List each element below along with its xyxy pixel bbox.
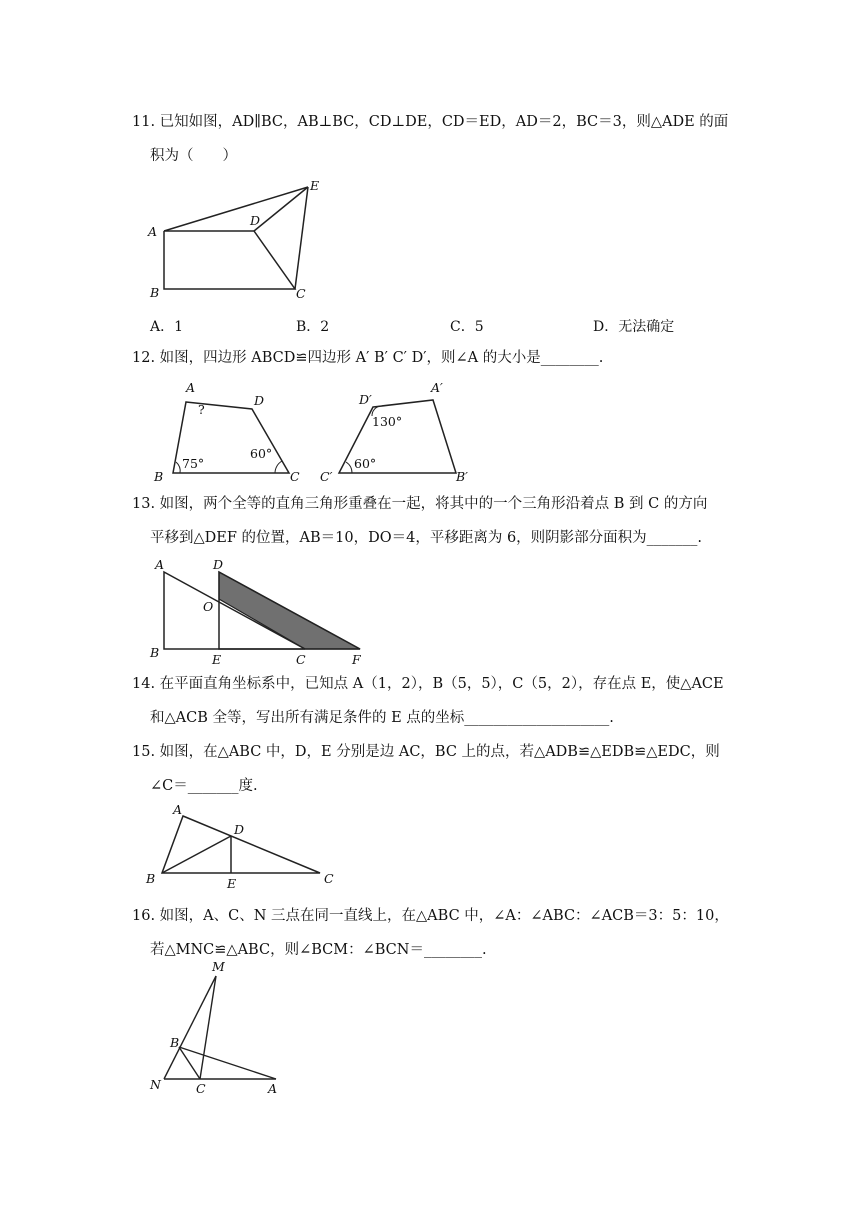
q15-label-c: C [324,871,334,886]
q11-line2: 积为（ ） [150,148,237,164]
q11-label-a: A [148,224,158,239]
q12-label-a: A [186,380,196,395]
q13-label-d: D [213,557,224,572]
q11-option-b: B．2 [296,319,330,335]
q11-segment-de [254,187,308,231]
q16-segment-bc [179,1047,200,1079]
q12-label-a-prime: A′ [431,380,443,395]
q15-segment-bd [162,836,231,873]
q15-label-a: A [173,802,183,817]
q12-label-question: ? [198,402,205,417]
q16-figure [140,958,300,1098]
q15-figure [140,800,350,896]
q12-label-b: B [154,469,164,484]
q12-label-c: C [290,469,300,484]
q11-line1 [132,112,728,132]
q12-label-d: D [254,393,265,408]
q13-label-e: E [212,652,222,667]
q13-figure [140,556,380,668]
q11-option-c: C．5 [450,319,484,335]
q14-line1 [132,674,724,694]
q12-figure [140,374,500,486]
q11-segment-ae [164,187,308,231]
q13-number: 13. [132,496,156,512]
q15-label-e: E [227,876,237,891]
q14-line2: 和△ACB 全等，写出所有满足条件的 E 点的坐标____________________. [150,710,614,726]
q16-segment-ba [179,1047,276,1079]
q11-trapezoid [164,231,295,289]
q13-label-a: A [155,557,165,572]
q13-label-f: F [352,652,361,667]
q12-label-c-prime: C′ [320,469,333,484]
q16-line1 [132,906,729,926]
q15-text1: 如图，在△ABC 中，D，E 分别是边 AC，BC 上的点，若△ADB≌△EDB≌△EDC，则 [159,744,720,760]
q12-label-d-prime: D′ [359,392,372,407]
q13-label-o: O [203,599,214,614]
q11-option-a: A．1 [150,319,184,335]
q16-label-c: C [196,1081,206,1096]
q11-option-d: D．无法确定 [593,319,675,335]
q11-label-e: E [310,178,320,193]
q16-text1: 如图，A、C、N 三点在同一直线上，在△ABC 中，∠A：∠ABC：∠ACB＝3：5：10， [159,908,729,924]
q12-number: 12. [132,350,156,366]
q16-label-a: A [268,1081,278,1096]
q15-label-b: B [146,871,156,886]
q12-label-60-left: 60° [250,446,273,461]
q15-label-d: D [234,822,245,837]
q13-label-c: C [296,652,306,667]
q14-number: 14. [132,676,156,692]
q11-number: 11. [132,114,156,130]
q15-line2: ∠C＝_______度. [150,778,258,794]
q12-text1: 如图，四边形 ABCD≌四边形 A′ B′ C′ D′，则∠A 的大小是________. [159,350,604,366]
q16-label-b: B [170,1035,180,1050]
q12-line1 [132,348,603,368]
q13-line2: 平移到△DEF 的位置，AB＝10，DO＝4，平移距离为 6，则阴影部分面积为_______. [150,530,703,546]
q11-segment-ce [295,187,308,289]
q16-line2: 若△MNC≌△ABC，则∠BCM：∠BCN＝________. [150,942,487,958]
q14-text1: 在平面直角坐标系中，已知点 A（1，2），B（5，5），C（5，2），存在点 E，使△ACE [159,676,724,692]
q13-line1 [132,494,707,514]
q12-label-75: 75° [182,456,205,471]
q12-label-130: 130° [372,414,403,429]
q16-label-m: M [212,959,225,974]
q11-text1: 已知如图，AD∥BC，AB⊥BC，CD⊥DE，CD＝ED，AD＝2，BC＝3，则△ADE 的面 [159,114,729,130]
q11-figure [140,176,360,302]
q11-label-b: B [150,285,160,300]
q11-label-c: C [296,286,306,301]
q13-label-b: B [150,645,160,660]
q11-label-d: D [250,213,261,228]
q12-label-b-prime: B′ [456,469,469,484]
q15-line1 [132,742,720,762]
q12-label-60-right: 60° [354,456,377,471]
q16-label-n: N [150,1077,161,1092]
q13-text1: 如图，两个全等的直角三角形重叠在一起，将其中的一个三角形沿着点 B 到 C 的方向 [159,496,708,512]
q15-number: 15. [132,744,156,760]
q16-number: 16. [132,908,156,924]
